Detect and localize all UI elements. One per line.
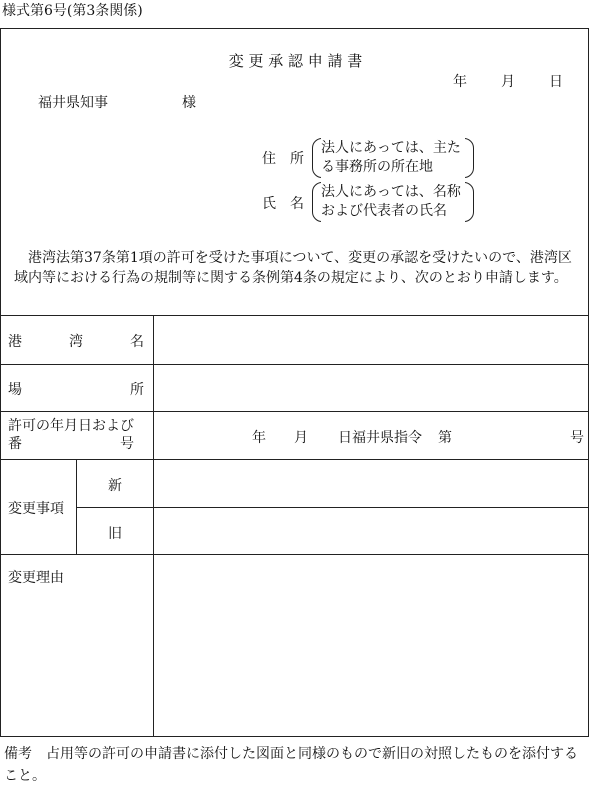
name-note-line1: 法人にあっては、名称 bbox=[321, 184, 461, 200]
row-divider bbox=[0, 554, 589, 555]
permit-day-issuer: 日福井県指令 bbox=[338, 430, 422, 446]
old-label: 旧 bbox=[108, 526, 122, 542]
place-char: 所 bbox=[130, 382, 144, 398]
addressee-suffix: 様 bbox=[182, 95, 196, 111]
reason-label: 変更理由 bbox=[8, 570, 64, 586]
new-label: 新 bbox=[108, 478, 122, 494]
row-divider bbox=[0, 315, 589, 316]
addressee-name: 福井県知事 bbox=[38, 95, 108, 111]
date-month: 月 bbox=[501, 74, 515, 90]
permit-year: 年 bbox=[252, 430, 266, 446]
address-note-line1: 法人にあっては、主た bbox=[321, 140, 461, 156]
place-value[interactable] bbox=[156, 366, 586, 409]
document-title: 変 更 承 認 申 請 書 bbox=[228, 52, 363, 70]
date-year: 年 bbox=[453, 74, 467, 90]
old-value[interactable] bbox=[156, 509, 586, 552]
port-name-char: 湾 bbox=[69, 334, 83, 350]
permit-date-number-label bbox=[8, 417, 134, 453]
remarks-note: 備考 占用等の許可の申請書に添付した図面と同様のもので新旧の対照したものを添付すること。 bbox=[4, 746, 578, 784]
address-label: 住 所 bbox=[262, 151, 304, 167]
port-name-char: 名 bbox=[130, 334, 144, 350]
date-line bbox=[453, 71, 563, 91]
port-name-value[interactable] bbox=[156, 317, 586, 362]
permit-go: 号 bbox=[570, 430, 584, 446]
form-number: 様式第6号(第3条関係) bbox=[2, 3, 143, 19]
application-statement: 港湾法第37条第1項の許可を受けた事項について、変更の承認を受けたいので、港湾区域内等における行為の規制等に関する条例第4条の規定により、次のとおり申請します。 bbox=[14, 250, 572, 286]
port-name-char: 港 bbox=[8, 334, 22, 350]
name-note-line2: および代表者の氏名 bbox=[321, 203, 447, 219]
column-divider bbox=[153, 315, 154, 737]
change-items-label: 変更事項 bbox=[8, 501, 64, 517]
name-note bbox=[312, 182, 474, 222]
permit-dai: 第 bbox=[438, 430, 452, 446]
date-day: 日 bbox=[549, 74, 563, 90]
address-note bbox=[312, 138, 474, 178]
permit-month: 月 bbox=[294, 430, 308, 446]
permit-label-line2: 番 号 bbox=[8, 436, 134, 452]
name-label: 氏 名 bbox=[262, 196, 304, 212]
address-note-line2: る事務所の所在地 bbox=[321, 159, 433, 175]
row-divider bbox=[0, 364, 589, 365]
permit-label-line1: 許可の年月日および bbox=[8, 418, 134, 434]
row-divider bbox=[0, 411, 589, 412]
port-name-label bbox=[8, 331, 144, 351]
new-value[interactable] bbox=[156, 461, 586, 505]
place-char: 場 bbox=[8, 382, 22, 398]
row-divider bbox=[0, 459, 589, 460]
place-label bbox=[8, 379, 144, 399]
column-divider bbox=[76, 459, 77, 554]
reason-value[interactable] bbox=[156, 556, 586, 734]
